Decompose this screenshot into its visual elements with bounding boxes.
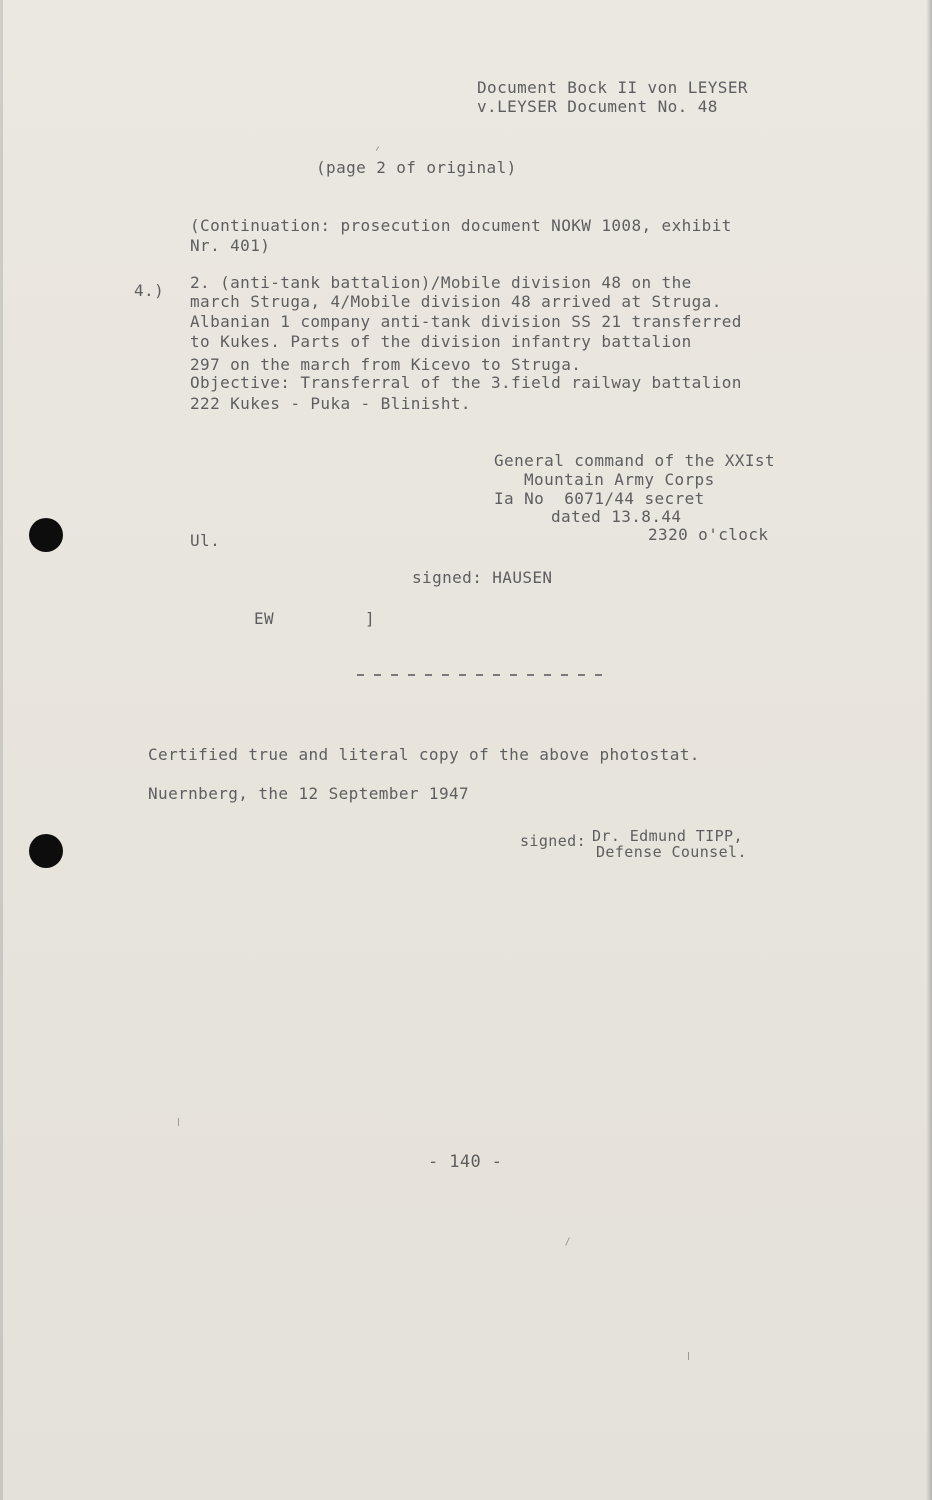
- item-line-1: 2. (anti-tank battalion)/Mobile division 48 on the: [190, 273, 692, 292]
- item-line-5: 297 on the march from Kicevo to Struga.: [190, 355, 582, 374]
- item-line-3: Albanian 1 company anti-tank division SS 21 transferred: [190, 312, 742, 331]
- header-document-book: Document Bock II von LEYSER: [477, 78, 748, 97]
- page-right-edge: [926, 0, 932, 1500]
- certification-text: Certified true and literal copy of the above photostat.: [148, 745, 700, 764]
- item-line-7: 222 Kukes - Puka - Blinisht.: [190, 394, 471, 413]
- place-date: Nuernberg, the 12 September 1947: [148, 784, 470, 803]
- scan-speck: [688, 1352, 689, 1360]
- initials-right: ]: [365, 609, 376, 628]
- page-number: - 140 -: [428, 1152, 503, 1172]
- scan-speck: [376, 146, 379, 151]
- dashed-separator: [357, 674, 607, 676]
- initials-left: EW: [254, 609, 275, 628]
- punch-hole-bottom: [29, 834, 63, 868]
- command-line-1: General command of the XXIst: [494, 451, 775, 470]
- header-document-number: v.LEYSER Document No. 48: [477, 97, 718, 116]
- ul-note: Ul.: [190, 531, 221, 550]
- command-line-4: dated 13.8.44: [551, 507, 682, 526]
- scan-speck: [178, 1118, 179, 1126]
- command-line-2: Mountain Army Corps: [524, 470, 715, 489]
- signed-line: signed: HAUSEN: [412, 568, 553, 587]
- item-line-4: to Kukes. Parts of the division infantry battalion: [190, 332, 692, 351]
- scan-speck: [565, 1237, 570, 1246]
- continuation-line-1: (Continuation: prosecution document NOKW 1008, exhibit: [190, 216, 732, 235]
- counsel-title: Defense Counsel.: [596, 843, 747, 861]
- command-line-5: 2320 o'clock: [648, 525, 769, 544]
- punch-hole-top: [29, 518, 63, 552]
- item-number: 4.): [134, 281, 165, 300]
- item-line-2: march Struga, 4/Mobile division 48 arrived at Struga.: [190, 292, 722, 311]
- item-line-6: Objective: Transferral of the 3.field railway battalion: [190, 373, 742, 392]
- continuation-line-2: Nr. 401): [190, 236, 271, 255]
- page-note: (page 2 of original): [316, 158, 517, 177]
- counsel-signed-prefix: signed:: [520, 832, 587, 850]
- command-line-3: Ia No 6071/44 secret: [494, 489, 705, 508]
- page-left-edge: [0, 0, 3, 1500]
- counsel-name: Dr. Edmund TIPP,: [592, 827, 743, 845]
